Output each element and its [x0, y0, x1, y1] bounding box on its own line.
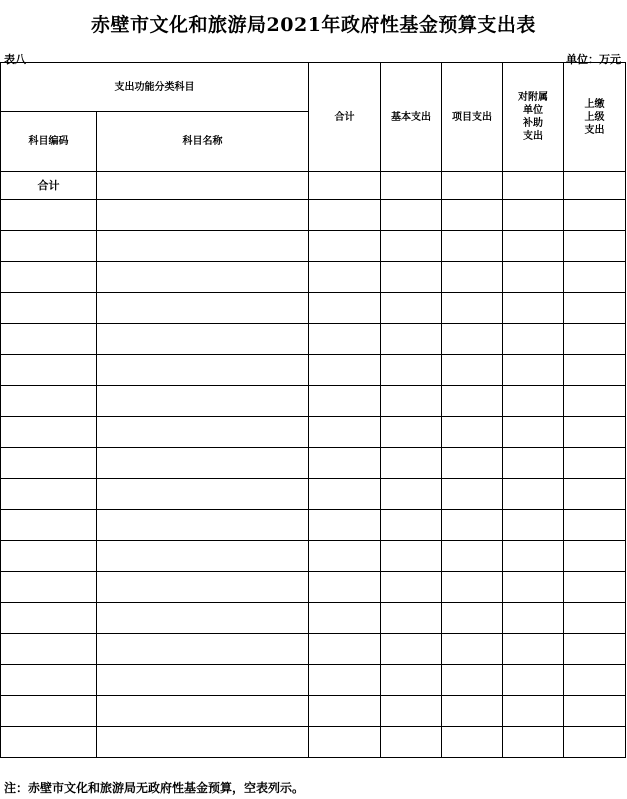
- total-row-label: 合计: [1, 172, 97, 200]
- table-cell: [503, 448, 564, 479]
- table-cell: [442, 386, 503, 417]
- table-row: [1, 634, 626, 665]
- table-row: [1, 324, 626, 355]
- project-expenditure-header: 项目支出: [442, 63, 503, 172]
- table-row: [1, 479, 626, 510]
- table-cell: [309, 479, 381, 510]
- table-cell: [503, 510, 564, 541]
- table-cell: [503, 172, 564, 200]
- table-cell: [381, 541, 442, 572]
- table-cell: [503, 603, 564, 634]
- upper-header-line: 上级: [584, 111, 605, 123]
- table-cell: [309, 665, 381, 696]
- subsidy-header: [503, 63, 564, 172]
- table-cell: [381, 448, 442, 479]
- table-row: [1, 386, 626, 417]
- table-cell: [503, 479, 564, 510]
- table-cell: [381, 200, 442, 231]
- table-cell: [503, 634, 564, 665]
- table-cell: [97, 231, 309, 262]
- table-cell: [503, 324, 564, 355]
- table-cell: [1, 448, 97, 479]
- table-cell: [1, 386, 97, 417]
- subsidy-header-line: 单位: [523, 105, 543, 116]
- table-cell: [97, 603, 309, 634]
- table-row: [1, 727, 626, 758]
- table-cell: [1, 200, 97, 231]
- total-header: 合计: [309, 63, 381, 172]
- table-cell: [381, 665, 442, 696]
- table-cell: [1, 324, 97, 355]
- table-cell: [1, 727, 97, 758]
- table-row: [1, 448, 626, 479]
- table-cell: [564, 172, 626, 200]
- table-cell: [442, 200, 503, 231]
- table-cell: [97, 293, 309, 324]
- table-cell: [97, 696, 309, 727]
- table-cell: [442, 417, 503, 448]
- table-cell: [564, 200, 626, 231]
- table-cell: [309, 172, 381, 200]
- table-cell: [442, 603, 503, 634]
- table-cell: [503, 541, 564, 572]
- table-cell: [381, 417, 442, 448]
- table-cell: [564, 417, 626, 448]
- table-cell: [442, 355, 503, 386]
- table-cell: [1, 479, 97, 510]
- name-header: 科目名称: [97, 112, 309, 172]
- table-cell: [97, 448, 309, 479]
- category-group-header: 支出功能分类科目: [1, 63, 309, 112]
- table-cell: [309, 231, 381, 262]
- subsidy-header-line: 支出: [523, 131, 543, 142]
- table-cell: [381, 172, 442, 200]
- table-row: [1, 696, 626, 727]
- table-cell: [564, 293, 626, 324]
- table-cell: [381, 696, 442, 727]
- table-cell: [564, 696, 626, 727]
- table-cell: [381, 231, 442, 262]
- table-cell: [503, 727, 564, 758]
- table-cell: [309, 696, 381, 727]
- expenditure-table: [0, 62, 626, 758]
- table-cell: [442, 510, 503, 541]
- table-cell: [442, 572, 503, 603]
- table-cell: [564, 324, 626, 355]
- table-cell: [503, 262, 564, 293]
- table-cell: [1, 634, 97, 665]
- table-cell: [564, 355, 626, 386]
- table-row: [1, 603, 626, 634]
- subsidy-header-line: 补助: [523, 118, 543, 129]
- table-cell: [381, 262, 442, 293]
- table-cell: [442, 172, 503, 200]
- table-cell: [309, 355, 381, 386]
- table-row: [1, 355, 626, 386]
- table-cell: [564, 479, 626, 510]
- table-cell: [309, 200, 381, 231]
- table-cell: [97, 386, 309, 417]
- upper-header-line: 支出: [584, 124, 605, 136]
- table-cell: [442, 665, 503, 696]
- table-row: [1, 200, 626, 231]
- table-cell: [442, 262, 503, 293]
- table-cell: [97, 572, 309, 603]
- table-cell: [503, 572, 564, 603]
- table-cell: [1, 262, 97, 293]
- table-row: [1, 293, 626, 324]
- table-cell: [97, 665, 309, 696]
- table-cell: [503, 665, 564, 696]
- table-cell: [381, 479, 442, 510]
- table-cell: [564, 727, 626, 758]
- table-cell: [503, 200, 564, 231]
- table-cell: [442, 541, 503, 572]
- footnote: 注：赤壁市文化和旅游局无政府性基金预算，空表列示。: [4, 781, 305, 795]
- basic-expenditure-header: 基本支出: [381, 63, 442, 172]
- table-cell: [503, 417, 564, 448]
- table-cell: [442, 324, 503, 355]
- table-cell: [309, 417, 381, 448]
- table-cell: [97, 634, 309, 665]
- table-row: [1, 510, 626, 541]
- table-cell: [1, 541, 97, 572]
- table-cell: [1, 293, 97, 324]
- table-cell: [381, 510, 442, 541]
- subsidy-header-line: 对附属: [518, 92, 548, 103]
- table-cell: [564, 510, 626, 541]
- table-cell: [309, 572, 381, 603]
- table-cell: [309, 727, 381, 758]
- table-cell: [1, 355, 97, 386]
- table-cell: [381, 727, 442, 758]
- table-cell: [564, 448, 626, 479]
- total-row: [1, 172, 626, 200]
- table-cell: [564, 665, 626, 696]
- table-cell: [381, 386, 442, 417]
- table-cell: [97, 541, 309, 572]
- table-cell: [309, 603, 381, 634]
- table-cell: [97, 324, 309, 355]
- table-cell: [97, 200, 309, 231]
- table-cell: [97, 172, 309, 200]
- table-cell: [503, 293, 564, 324]
- table-cell: [564, 541, 626, 572]
- table-cell: [381, 355, 442, 386]
- table-cell: [309, 634, 381, 665]
- table-cell: [309, 293, 381, 324]
- table-cell: [442, 479, 503, 510]
- table-cell: [442, 727, 503, 758]
- table-cell: [442, 293, 503, 324]
- table-row: [1, 231, 626, 262]
- upper-header-line: 上缴: [584, 98, 605, 110]
- table-cell: [503, 386, 564, 417]
- table-cell: [564, 572, 626, 603]
- table-cell: [1, 231, 97, 262]
- table-cell: [442, 448, 503, 479]
- table-cell: [309, 510, 381, 541]
- table-cell: [564, 231, 626, 262]
- table-cell: [97, 479, 309, 510]
- table-cell: [503, 355, 564, 386]
- table-cell: [1, 417, 97, 448]
- table-cell: [309, 448, 381, 479]
- table-cell: [442, 231, 503, 262]
- table-cell: [381, 324, 442, 355]
- table-cell: [1, 603, 97, 634]
- table-row: [1, 541, 626, 572]
- upper-payment-header: [564, 63, 626, 172]
- table-cell: [564, 386, 626, 417]
- table-cell: [503, 231, 564, 262]
- code-header: 科目编码: [1, 112, 97, 172]
- table-cell: [309, 262, 381, 293]
- table-cell: [309, 541, 381, 572]
- table-row: [1, 262, 626, 293]
- table-row: [1, 665, 626, 696]
- table-cell: [1, 665, 97, 696]
- table-cell: [1, 572, 97, 603]
- table-row: [1, 417, 626, 448]
- table-cell: [381, 572, 442, 603]
- table-cell: [564, 262, 626, 293]
- table-cell: [97, 727, 309, 758]
- table-cell: [442, 696, 503, 727]
- table-cell: [97, 262, 309, 293]
- page-title: 赤壁市文化和旅游局2021年政府性基金预算支出表: [91, 14, 536, 36]
- table-cell: [97, 355, 309, 386]
- table-cell: [503, 696, 564, 727]
- table-cell: [381, 603, 442, 634]
- table-cell: [97, 417, 309, 448]
- table-cell: [97, 510, 309, 541]
- table-cell: [309, 324, 381, 355]
- table-cell: [564, 634, 626, 665]
- table-cell: [564, 603, 626, 634]
- table-cell: [381, 634, 442, 665]
- table-cell: [381, 293, 442, 324]
- table-row: [1, 572, 626, 603]
- table-number: 表八: [4, 53, 26, 66]
- table-cell: [1, 510, 97, 541]
- header-row-1: [1, 63, 626, 112]
- table-cell: [1, 696, 97, 727]
- table-cell: [442, 634, 503, 665]
- table-cell: [309, 386, 381, 417]
- unit-label: 单位：万元: [566, 53, 621, 66]
